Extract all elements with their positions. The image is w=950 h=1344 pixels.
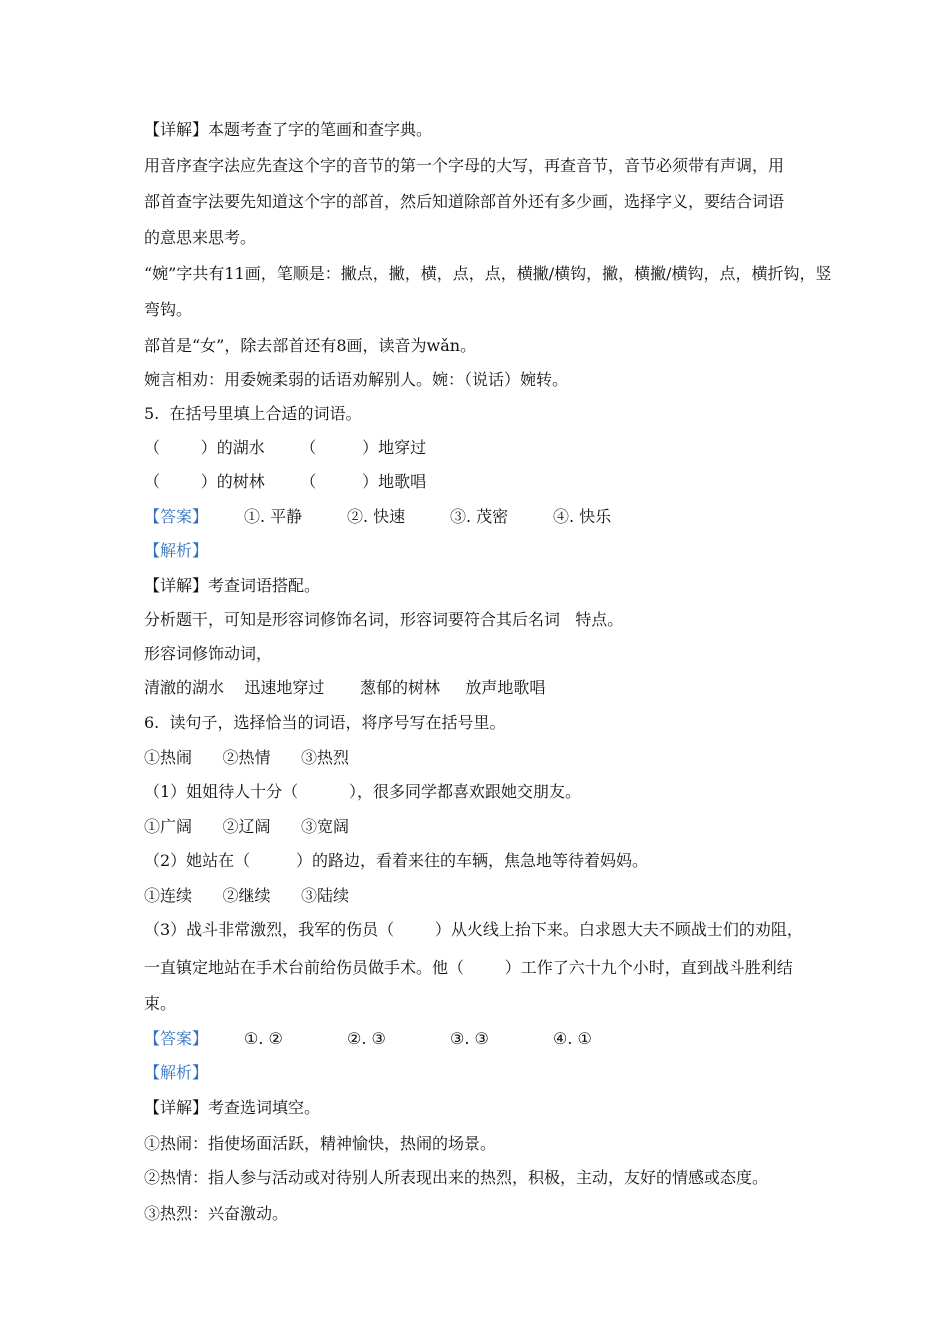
- answer-item: ②. ③: [347, 1029, 386, 1048]
- text-line: 部首查字法要先知道这个字的部首，然后知道除部首外还有多少画，选择字义，要结合词语: [144, 192, 785, 211]
- text-line: ①热闹：指使场面活跃，精神愉快，热闹的场景。: [144, 1134, 497, 1153]
- answer-item: ③. ③: [450, 1029, 489, 1048]
- answer-label: 【答案】: [144, 1029, 209, 1048]
- analysis-label: 【解析】: [144, 1063, 209, 1082]
- text-line: ③热烈：兴奋激动。: [144, 1204, 289, 1223]
- text-line: ①广阔 ②辽阔 ③宽阔: [144, 817, 350, 836]
- text-line: “婉”字共有11画，笔顺是：撇点，撇，横，点，点，横撇/横钩，撇，横撇/横钩，点，横折钩，竖: [144, 264, 832, 283]
- answer-item: ④. 快乐: [553, 507, 612, 526]
- answer-item: ②. 快速: [347, 507, 406, 526]
- text-line: 弯钩。: [144, 300, 193, 319]
- text-line: （ ）的树林 （ ）地歌唱: [144, 472, 427, 491]
- text-line: 形容词修饰动词，: [144, 644, 273, 663]
- text-line: ①热闹 ②热情 ③热烈: [144, 748, 350, 767]
- analysis-label: 【解析】: [144, 541, 209, 560]
- answer-item: ④. ①: [553, 1029, 592, 1048]
- text-line: ②热情：指人参与活动或对待别人所表现出来的热烈，积极，主动，友好的情感或态度。: [144, 1168, 769, 1187]
- answer-label: 【答案】: [144, 507, 209, 526]
- answer-item: ①. ②: [244, 1029, 283, 1048]
- text-line: ①连续 ②继续 ③陆续: [144, 886, 350, 905]
- text-line: 的意思来思考。: [144, 228, 257, 247]
- text-line: 分析题干，可知是形容词修饰名词，形容词要符合其后名词 特点。: [144, 610, 624, 629]
- text-line: （2）她站在（ ）的路边，看着来往的车辆，焦急地等待着妈妈。: [144, 851, 648, 870]
- text-line: 婉言相劝：用委婉柔弱的话语劝解别人。婉：（说话）婉转。: [144, 370, 569, 389]
- text-line: 用音序查字法应先查这个字的音节的第一个字母的大写，再查音节，音节必须带有声调，用: [144, 156, 785, 175]
- text-line: 【详解】考查选词填空。: [144, 1098, 321, 1117]
- text-line: （ ）的湖水 （ ）地穿过: [144, 438, 427, 457]
- text-line: 清澈的湖水 迅速地穿过 葱郁的树林 放声地歌唱: [144, 678, 546, 697]
- text-line: （1）姐姐待人十分（ ），很多同学都喜欢跟她交朋友。: [144, 782, 582, 801]
- answer-line: [144, 507, 643, 527]
- text-line: 束。: [144, 994, 177, 1013]
- text-line: 【详解】本题考查了字的笔画和查字典。: [144, 120, 433, 139]
- answer-item: ③. 茂密: [450, 507, 509, 526]
- text-line: 5. 在括号里填上合适的词语。: [144, 404, 362, 423]
- text-line: 一直镇定地站在手术台前给伤员做手术。他（ ）工作了六十九个小时，直到战斗胜利结: [144, 958, 793, 977]
- text-line: 【详解】考查词语搭配。: [144, 576, 321, 595]
- answer-item: ①. 平静: [244, 507, 303, 526]
- text-line: 6. 读句子，选择恰当的词语，将序号写在括号里。: [144, 713, 506, 732]
- answer-line: [144, 1029, 643, 1049]
- text-line: 部首是“女”，除去部首还有8画，读音为wǎn。: [144, 336, 477, 355]
- text-line: （3）战斗非常激烈，我军的伤员（ ）从火线上抬下来。白求恩大夫不顾战士们的劝阻，: [144, 920, 803, 939]
